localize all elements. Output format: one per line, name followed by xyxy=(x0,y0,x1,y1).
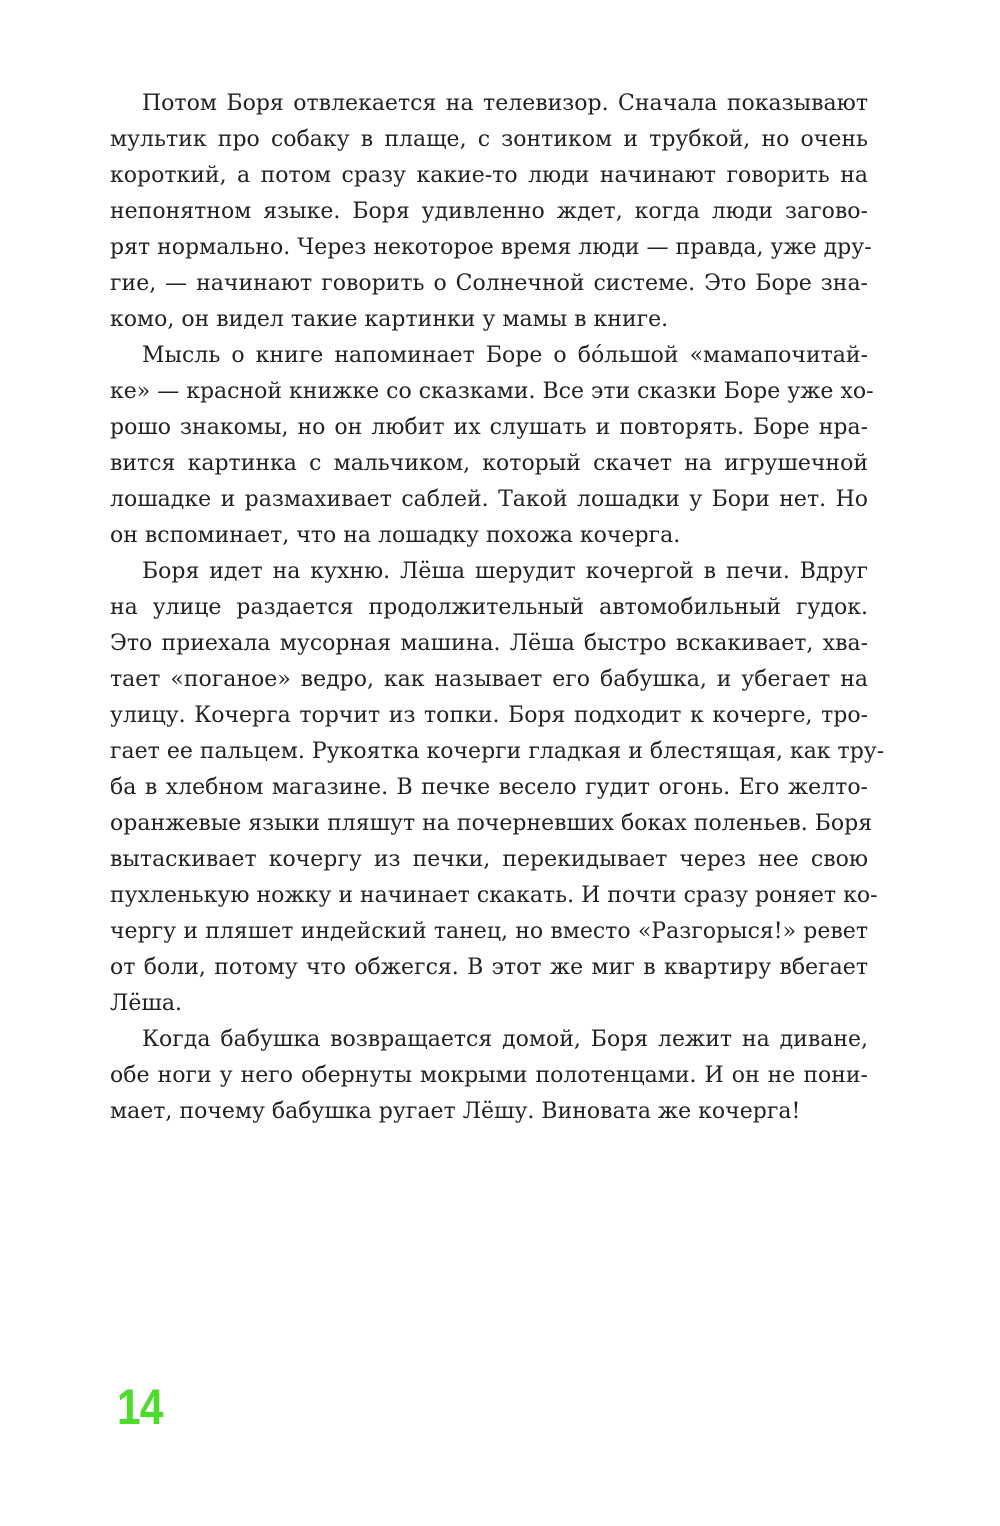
text-line: Лёша. xyxy=(110,991,182,1016)
text-line: на улице раздается продолжительный автомобильный гудок. xyxy=(110,595,868,620)
text-line: Потом Боря отвлекается на телевизор. Сначала показывают xyxy=(142,91,868,116)
text-line: чергу и пляшет индейский танец, но вместо «Разгорыся!» ревет xyxy=(110,919,868,944)
text-line: лошадке и размахивает саблей. Такой лошадки у Бори нет. Но xyxy=(110,487,868,512)
text-line: мает, почему бабушка ругает Лёшу. Виновата же кочерга! xyxy=(110,1099,801,1124)
text-line: вится картинка с мальчиком, который скачет на игрушечной xyxy=(110,451,868,476)
text-line: тает «поганое» ведро, как называет его бабушка, и убегает на xyxy=(110,667,868,692)
text-line: Это приехала мусорная машина. Лёша быстро вскакивает, хва- xyxy=(110,631,868,656)
text-line: улицу. Кочерга торчит из топки. Боря подходит к кочерге, тро- xyxy=(110,703,868,728)
text-line: пухленькую ножку и начинает скакать. И почти сразу роняет ко- xyxy=(110,883,878,908)
text-line: Когда бабушка возвращается домой, Боря лежит на диване, xyxy=(142,1027,868,1052)
body-text xyxy=(110,86,885,1130)
text-line: рят нормально. Через некоторое время люди — правда, уже дру- xyxy=(110,235,872,260)
paragraph xyxy=(110,554,885,1022)
text-line: ке» — красной книжке со сказками. Все эти сказки Боре уже хо- xyxy=(110,379,874,404)
text-line: рошо знакомы, но он любит их слушать и повторять. Боре нра- xyxy=(110,415,868,440)
text-line: обе ноги у него обернуты мокрыми полотенцами. И он не пони- xyxy=(110,1063,868,1088)
text-line: вытаскивает кочергу из печки, перекидывает через нее свою xyxy=(110,847,868,872)
text-line: мультик про собаку в плаще, с зонтиком и трубкой, но очень xyxy=(110,127,868,152)
text-line: он вспоминает, что на лошадку похожа кочерга. xyxy=(110,523,681,548)
text-line: короткий, а потом сразу какие-то люди начинают говорить на xyxy=(110,163,868,188)
text-line: комо, он видел такие картинки у мамы в книге. xyxy=(110,307,669,332)
paragraph xyxy=(110,338,874,554)
text-line: оранжевые языки пляшут на почерневших боках поленьев. Боря xyxy=(110,811,873,836)
text-line: Боря идет на кухню. Лёша шерудит кочергой в печи. Вдруг xyxy=(142,559,868,584)
paragraph xyxy=(110,1022,868,1130)
text-line: ба в хлебном магазине. В печке весело гудит огонь. Его желто- xyxy=(110,775,868,800)
paragraph xyxy=(110,86,872,338)
page-number: 14 xyxy=(117,1379,163,1435)
text-line: от боли, потому что обжегся. В этот же миг в квартиру вбегает xyxy=(110,955,868,980)
text-line: гие, — начинают говорить о Солнечной системе. Это Боре зна- xyxy=(110,271,868,296)
text-line: непонятном языке. Боря удивленно ждет, когда люди загово- xyxy=(110,199,868,224)
text-line: Мысль о книге напоминает Боре о бóльшой «мамапочитай- xyxy=(142,343,868,368)
text-line: гает ее пальцем. Рукоятка кочерги гладкая и блестящая, как тру- xyxy=(110,739,885,764)
